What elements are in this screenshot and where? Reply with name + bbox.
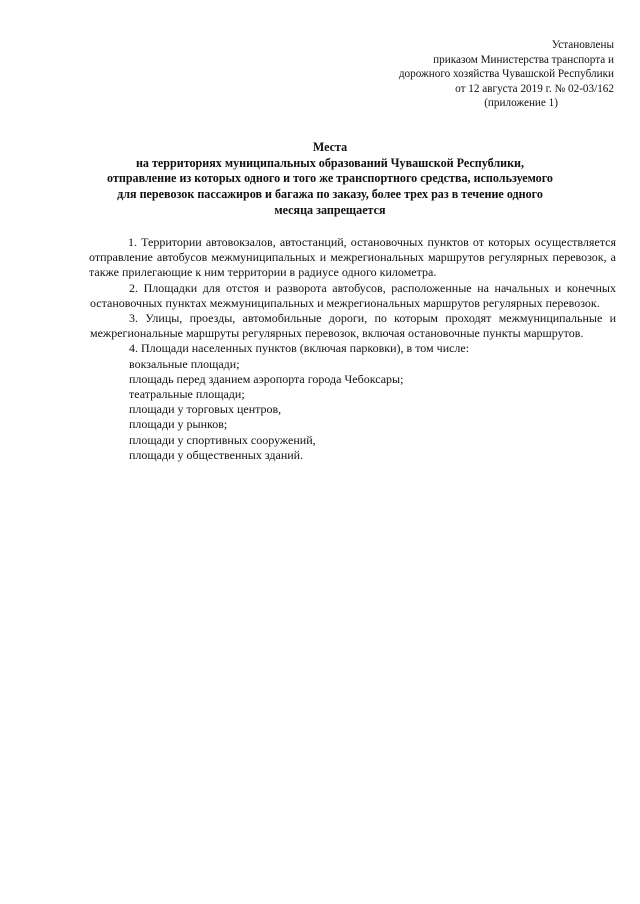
title-line: на территориях муниципальных образований Чувашской Республики, bbox=[135, 155, 525, 170]
appendix-number: (приложение 1) bbox=[484, 97, 558, 110]
list-item: театральные площади; bbox=[129, 387, 245, 402]
paragraph-2: 2. Площадки для отстоя и разворота автобусов, расположенные на начальных и конечных остановочных пунктах межмуниципальных и межрегиональных маршрутов регулярных перевозок. bbox=[90, 280, 616, 310]
approval-stamp bbox=[314, 38, 614, 111]
list-item: площади у общественных зданий. bbox=[129, 447, 304, 462]
list-item: площади у рынков; bbox=[129, 417, 228, 432]
approval-line: от 12 августа 2019 г. № 02-03/162 bbox=[455, 82, 614, 95]
title-line: для перевозок пассажиров и багажа по заказу, более трех раз в течение одного bbox=[117, 187, 543, 202]
document-title bbox=[70, 140, 590, 219]
approval-line: Установлены bbox=[551, 39, 614, 51]
paragraph-3: 3. Улицы, проезды, автомобильные дороги, по которым проходят межмуниципальные и межрегиональные маршруты регулярных перевозок, включая остановочные пункты маршрутов. bbox=[90, 311, 616, 341]
approval-line: приказом Министерства транспорта и bbox=[433, 53, 614, 66]
paragraph-4: 4. Площади населенных пунктов (включая парковки), в том числе: bbox=[129, 341, 470, 356]
approval-line: дорожного хозяйства Чувашской Республики bbox=[398, 68, 614, 81]
document-body bbox=[90, 235, 616, 463]
list-item: площади у спортивных сооружений, bbox=[129, 432, 316, 447]
title-line: Места bbox=[312, 140, 348, 154]
list-item: вокзальные площади; bbox=[129, 356, 240, 371]
list-item: площади у торговых центров, bbox=[129, 402, 282, 417]
paragraph-1: 1. Территории автовокзалов, автостанций, остановочных пунктов от которых осуществляется отправление автобусов межмуниципальных и межрегиональных маршрутов регулярных перевозок, а также прилегающие к ним территории в радиусе одного километра. bbox=[89, 235, 616, 280]
title-line: отправление из которых одного и того же транспортного средства, используемого bbox=[107, 171, 553, 186]
title-line: месяца запрещается bbox=[274, 202, 386, 217]
list-item: площадь перед зданием аэропорта города Чебоксары; bbox=[129, 371, 404, 386]
squares-list bbox=[90, 357, 616, 463]
